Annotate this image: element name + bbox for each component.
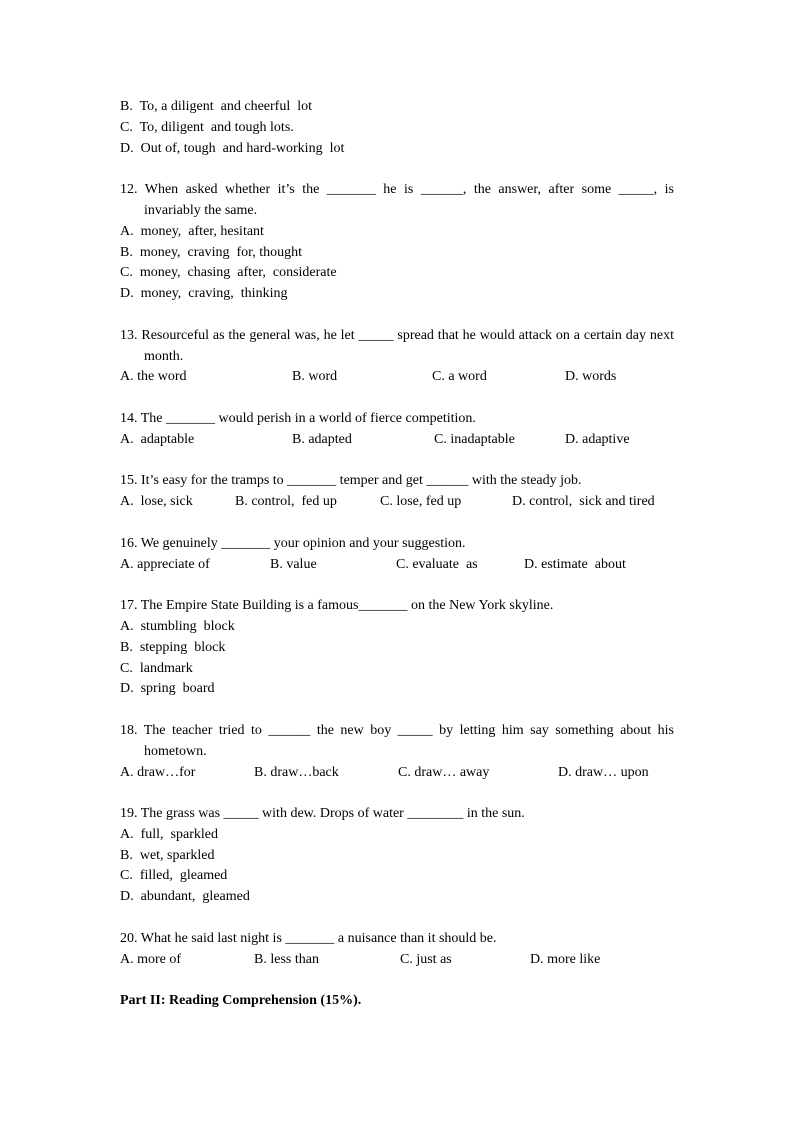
question-19 <box>120 804 674 908</box>
option-a: A. appreciate of <box>120 556 210 572</box>
question-stem: 19. The grass was _____ with dew. Drops of water ________ in the sun. <box>120 806 525 822</box>
option-b: B. draw…back <box>254 764 339 780</box>
option-d: D. adaptive <box>565 431 630 447</box>
option-d: D. abundant, gleamed <box>120 889 250 905</box>
option-b: B. To, a diligent and cheerful lot <box>120 99 312 114</box>
option-d: D. money, craving, thinking <box>120 286 288 302</box>
options-row <box>120 492 674 513</box>
question-17 <box>120 596 674 700</box>
question-stem: 13. Resourceful as the general was, he let _____ spread that he would attack on a certain day next month. <box>120 327 674 364</box>
options-row <box>120 430 674 451</box>
options-row <box>120 367 674 388</box>
option-c: C. lose, fed up <box>380 494 462 510</box>
question-18 <box>120 721 674 783</box>
option-a: A. stumbling block <box>120 618 235 634</box>
exam-document <box>120 97 674 1012</box>
option-d: D. spring board <box>120 681 215 697</box>
option-b: B. adapted <box>292 431 352 447</box>
question-13 <box>120 326 674 388</box>
question-stem: 17. The Empire State Building is a famous_______ on the New York skyline. <box>120 598 554 614</box>
option-c: C. landmark <box>120 660 193 676</box>
option-d: D. estimate about <box>524 556 626 572</box>
option-b: B. control, fed up <box>235 494 337 510</box>
option-b: B. wet, sparkled <box>120 847 215 863</box>
option-c: C. just as <box>400 951 452 967</box>
option-b: B. money, craving for, thought <box>120 244 303 260</box>
option-c: C. filled, gleamed <box>120 868 228 884</box>
question-stem: 20. What he said last night is _______ a nuisance than it should be. <box>120 930 497 946</box>
option-c: C. To, diligent and tough lots. <box>120 119 294 135</box>
option-c: C. inadaptable <box>434 431 515 447</box>
option-c: C. evaluate as <box>396 556 478 572</box>
question-16 <box>120 534 674 576</box>
option-a: A. lose, sick <box>120 494 193 510</box>
option-a: A. more of <box>120 951 182 967</box>
question-20 <box>120 929 674 971</box>
option-b: B. value <box>270 556 317 572</box>
option-c: C. draw… away <box>398 764 490 780</box>
question-stem: 18. The teacher tried to ______ the new boy _____ by letting him say something about his hometown. <box>120 722 674 759</box>
option-a: A. the word <box>120 369 187 385</box>
option-b: B. less than <box>254 951 319 967</box>
option-a: A. adaptable <box>120 431 195 447</box>
question-12 <box>120 180 674 305</box>
question-15 <box>120 471 674 513</box>
option-d: D. Out of, tough and hard-working lot <box>120 140 345 156</box>
question-stem: 12. When asked whether it’s the _______ he is ______, the answer, after some _____, is invariably the same. <box>120 182 674 218</box>
question-stem: 14. The _______ would perish in a world of fierce competition. <box>120 410 476 426</box>
option-a: A. full, sparkled <box>120 826 218 842</box>
option-d: D. control, sick and tired <box>512 494 655 510</box>
option-c: C. a word <box>432 369 487 385</box>
option-a: A. money, after, hesitant <box>120 223 264 239</box>
options-row <box>120 950 674 971</box>
question-stem: 15. It’s easy for the tramps to _______ temper and get ______ with the steady job. <box>120 473 582 489</box>
option-d: D. more like <box>530 951 601 967</box>
option-d: D. words <box>565 369 617 385</box>
option-a: A. draw…for <box>120 764 196 780</box>
option-d: D. draw… upon <box>558 764 649 780</box>
options-row <box>120 763 674 784</box>
option-b: B. word <box>292 369 338 385</box>
section-heading: Part II: Reading Comprehension (15%). <box>120 993 362 1009</box>
question-14 <box>120 409 674 451</box>
question-stem: 16. We genuinely _______ your opinion and your suggestion. <box>120 535 466 551</box>
option-c: C. money, chasing after, considerate <box>120 265 337 281</box>
question-11-options <box>120 97 674 159</box>
option-b: B. stepping block <box>120 639 226 655</box>
options-row <box>120 555 674 576</box>
